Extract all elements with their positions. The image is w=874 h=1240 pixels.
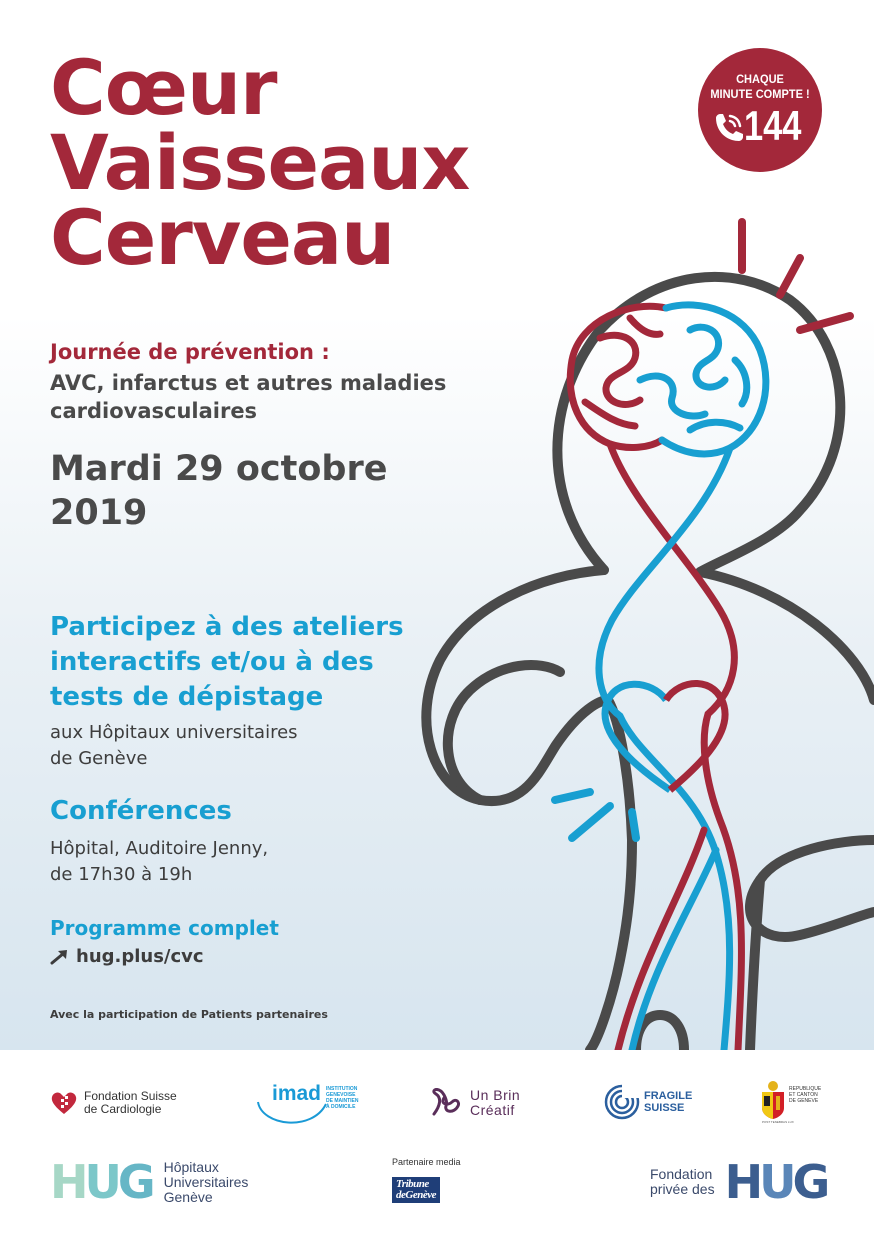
geneva-coat-of-arms-icon (760, 1080, 786, 1120)
workshops-heading-line: interactifs et/ou à des (50, 647, 374, 677)
hug-text (164, 1160, 249, 1205)
tdg-line: Tribune (396, 1178, 429, 1190)
fsc-text-line: Fondation Suisse (84, 1089, 177, 1103)
poster-title (50, 43, 470, 282)
conferences-details (50, 836, 268, 888)
event-date-line: 2019 (50, 493, 148, 533)
event-topics (50, 369, 490, 425)
media-partner-label: Partenaire media (392, 1157, 461, 1167)
tdg-line: deGenève (396, 1189, 436, 1201)
imad-caption-line: GENEVOISE (326, 1092, 356, 1098)
imad-caption-line: INSTITUTION (326, 1086, 358, 1092)
fph-text-line: privée des (650, 1181, 715, 1197)
geneve-text (789, 1086, 821, 1104)
fondation-privee-hug-logo (650, 1155, 827, 1209)
badge-caption-line: MINUTE COMPTE ! (710, 87, 810, 101)
badge-caption-line: CHAQUE (736, 72, 784, 86)
hand-outline (750, 840, 874, 937)
fragile-text (644, 1090, 692, 1114)
geneve-text-line: REPUBLIQUE (789, 1086, 822, 1092)
fsc-text-line: de Cardiologie (84, 1102, 162, 1116)
unbrin-text-line: Créatif (470, 1102, 515, 1118)
imad-caption-line: DE MAINTIEN (326, 1098, 359, 1104)
media-partner (392, 1157, 461, 1203)
emergency-number: 144 (744, 102, 802, 149)
participation-note: Avec la participation de Patients partenaires (50, 1008, 328, 1021)
fph-text (650, 1167, 715, 1197)
fragile-suisse-logo (604, 1084, 692, 1120)
imad-swoosh-icon (252, 1082, 362, 1132)
emergency-badge (698, 48, 822, 172)
event-date (50, 447, 387, 535)
imad-wordmark: imad (272, 1082, 322, 1105)
hug-logo (50, 1155, 249, 1209)
hug-text-line: Hôpitaux (163, 1158, 219, 1175)
workshops-location-line: aux Hôpitaux universitaires (50, 722, 298, 743)
event-date-line: Mardi 29 octobre (50, 449, 388, 489)
programme-heading: Programme complet (50, 916, 279, 940)
geneve-text-line: DE GENEVE (789, 1098, 819, 1104)
un-brin-creatif-logo (430, 1088, 520, 1118)
hug-text-line: Universitaires (163, 1173, 249, 1190)
unbrin-text (470, 1088, 520, 1118)
conferences-details-line: de 17h30 à 19h (50, 864, 193, 885)
tribune-de-geneve-logo (392, 1177, 440, 1203)
geneve-motto: POST TENEBRAS LUX (762, 1120, 794, 1124)
arrow-icon (50, 949, 70, 965)
fragile-text-line: FRAGILE (644, 1090, 693, 1102)
programme-link-text[interactable]: hug.plus/cvc (76, 946, 204, 967)
event-topics-line: cardiovasculaires (50, 399, 258, 423)
fragile-rings-icon (604, 1084, 640, 1120)
unbrin-text-line: Un Brin (470, 1087, 521, 1103)
badge-caption (703, 72, 817, 102)
workshops-location-line: de Genève (50, 748, 148, 769)
fph-text-line: Fondation (650, 1166, 713, 1182)
workshops-heading-line: Participez à des ateliers (50, 612, 404, 642)
heart-logo-icon (50, 1090, 78, 1116)
fondation-suisse-cardiologie-logo (50, 1090, 177, 1116)
fph-wordmark: HUG (724, 1155, 827, 1209)
event-topics-line: AVC, infarctus et autres maladies (50, 371, 447, 395)
fragile-text-line: SUISSE (644, 1102, 685, 1114)
fsc-text (84, 1090, 177, 1116)
brin-knot-icon (430, 1088, 462, 1118)
conferences-heading: Conférences (50, 796, 232, 826)
title-line: Vaisseaux (50, 118, 470, 207)
geneve-text-line: ET CANTON (789, 1092, 818, 1098)
workshops-heading (50, 610, 470, 715)
title-line: Cerveau (50, 193, 395, 282)
hug-text-line: Genève (163, 1188, 213, 1205)
hug-wordmark: HUG (50, 1155, 152, 1209)
conferences-details-line: Hôpital, Auditoire Jenny, (50, 838, 269, 859)
title-line: Cœur (50, 43, 277, 132)
phone-icon (708, 108, 748, 148)
imad-logo (252, 1082, 362, 1132)
workshops-heading-line: tests de dépistage (50, 682, 324, 712)
event-type-heading: Journée de prévention : (50, 340, 330, 364)
workshops-location (50, 720, 298, 772)
geneve-canton-logo (760, 1080, 822, 1124)
imad-caption-line: À DOMICILE (326, 1104, 356, 1110)
programme-link[interactable] (50, 946, 204, 967)
